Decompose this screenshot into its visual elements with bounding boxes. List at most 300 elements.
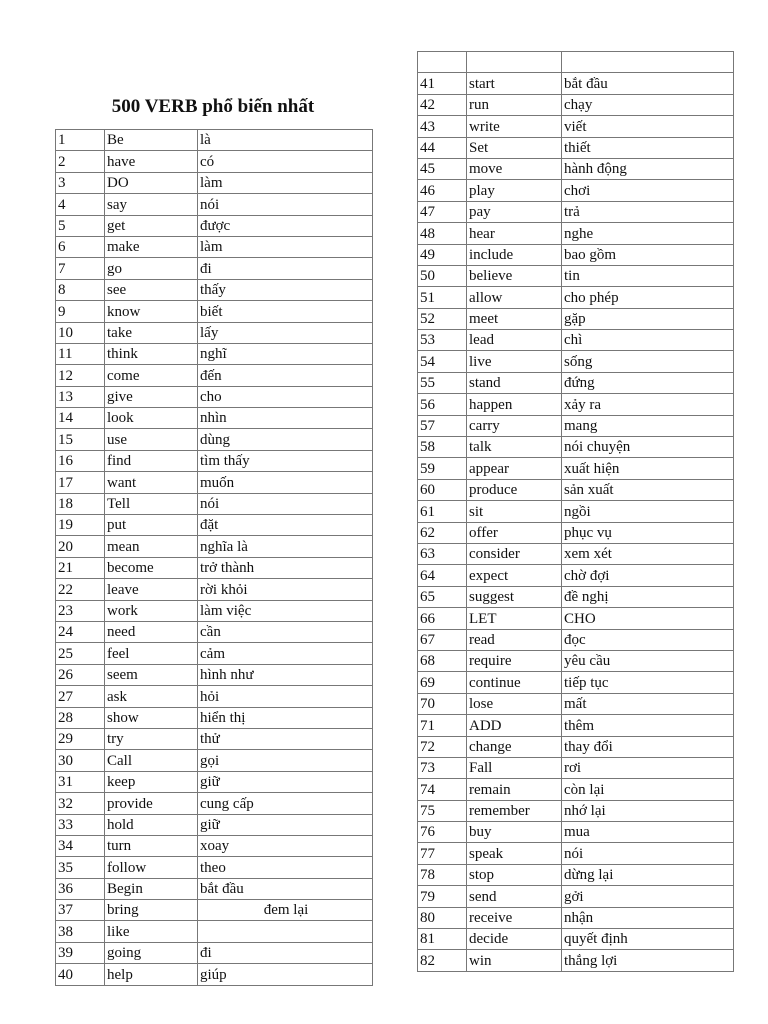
vietnamese-meaning: hiển thị [198, 707, 373, 728]
vietnamese-meaning: tìm thấy [198, 450, 373, 471]
table-row [418, 223, 734, 244]
english-verb: leave [105, 579, 198, 600]
english-verb: read [467, 629, 562, 650]
vietnamese-meaning: xảy ra [562, 394, 734, 415]
english-verb: continue [467, 672, 562, 693]
vietnamese-meaning: tin [562, 265, 734, 286]
vietnamese-meaning: hỏi [198, 686, 373, 707]
table-row [418, 287, 734, 308]
table-row [418, 52, 734, 73]
row-number: 40 [56, 964, 105, 985]
row-number: 13 [56, 386, 105, 407]
table-row [418, 736, 734, 757]
vietnamese-meaning: nghĩ [198, 343, 373, 364]
vietnamese-meaning: bắt đầu [562, 73, 734, 94]
table-row [56, 857, 373, 878]
table-row [56, 365, 373, 386]
vietnamese-meaning: giữ [198, 771, 373, 792]
english-verb: Be [105, 130, 198, 151]
vietnamese-meaning: đi [198, 258, 373, 279]
english-verb [467, 52, 562, 73]
english-verb: Tell [105, 493, 198, 514]
english-verb: offer [467, 522, 562, 543]
table-row [418, 415, 734, 436]
table-row [56, 942, 373, 963]
english-verb: speak [467, 843, 562, 864]
row-number: 79 [418, 886, 467, 907]
vietnamese-meaning: theo [198, 857, 373, 878]
english-verb: meet [467, 308, 562, 329]
vietnamese-meaning: sản xuất [562, 479, 734, 500]
english-verb: become [105, 557, 198, 578]
english-verb: appear [467, 458, 562, 479]
row-number: 54 [418, 351, 467, 372]
row-number: 58 [418, 437, 467, 458]
table-row [418, 929, 734, 950]
english-verb: run [467, 94, 562, 115]
table-row [418, 864, 734, 885]
table-row [418, 458, 734, 479]
vietnamese-meaning: bao gồm [562, 244, 734, 265]
table-row [418, 757, 734, 778]
english-verb: need [105, 621, 198, 642]
row-number: 16 [56, 450, 105, 471]
vietnamese-meaning: nhìn [198, 408, 373, 429]
vietnamese-meaning: ngồi [562, 501, 734, 522]
english-verb: sit [467, 501, 562, 522]
vietnamese-meaning: xuất hiện [562, 458, 734, 479]
row-number: 12 [56, 365, 105, 386]
row-number: 36 [56, 878, 105, 899]
row-number: 7 [56, 258, 105, 279]
table-row [56, 172, 373, 193]
vietnamese-meaning: đứng [562, 372, 734, 393]
vietnamese-meaning: làm việc [198, 600, 373, 621]
row-number: 75 [418, 800, 467, 821]
row-number: 43 [418, 116, 467, 137]
vietnamese-meaning: xoay [198, 835, 373, 856]
row-number: 49 [418, 244, 467, 265]
row-number: 18 [56, 493, 105, 514]
vietnamese-meaning: yêu cầu [562, 650, 734, 671]
vietnamese-meaning [198, 921, 373, 942]
english-verb: use [105, 429, 198, 450]
english-verb: require [467, 650, 562, 671]
row-number: 78 [418, 864, 467, 885]
table-row [418, 330, 734, 351]
english-verb: stop [467, 864, 562, 885]
vietnamese-meaning: nói [198, 194, 373, 215]
english-verb: make [105, 236, 198, 257]
english-verb: Fall [467, 757, 562, 778]
row-number: 69 [418, 672, 467, 693]
vietnamese-meaning: còn lại [562, 779, 734, 800]
row-number: 37 [56, 900, 105, 921]
english-verb: keep [105, 771, 198, 792]
english-verb: stand [467, 372, 562, 393]
row-number: 73 [418, 757, 467, 778]
vietnamese-meaning: cung cấp [198, 793, 373, 814]
table-row [418, 201, 734, 222]
english-verb: work [105, 600, 198, 621]
table-row [56, 814, 373, 835]
vietnamese-meaning: nói [562, 843, 734, 864]
vietnamese-meaning: chạy [562, 94, 734, 115]
english-verb: lose [467, 693, 562, 714]
vietnamese-meaning: trở thành [198, 557, 373, 578]
table-row [418, 886, 734, 907]
english-verb: go [105, 258, 198, 279]
row-number: 47 [418, 201, 467, 222]
table-row [418, 479, 734, 500]
table-row [56, 621, 373, 642]
english-verb: move [467, 158, 562, 179]
table-row [56, 964, 373, 985]
english-verb: expect [467, 565, 562, 586]
vietnamese-meaning: nói chuyện [562, 437, 734, 458]
english-verb: bring [105, 900, 198, 921]
row-number: 68 [418, 650, 467, 671]
row-number: 48 [418, 223, 467, 244]
english-verb: decide [467, 929, 562, 950]
row-number: 2 [56, 151, 105, 172]
table-row [56, 643, 373, 664]
english-verb: look [105, 408, 198, 429]
row-number: 27 [56, 686, 105, 707]
english-verb: suggest [467, 586, 562, 607]
vietnamese-meaning: đến [198, 365, 373, 386]
table-row [418, 907, 734, 928]
vietnamese-meaning: dùng [198, 429, 373, 450]
row-number: 17 [56, 472, 105, 493]
row-number: 52 [418, 308, 467, 329]
row-number: 59 [418, 458, 467, 479]
english-verb: allow [467, 287, 562, 308]
vietnamese-meaning: thay đổi [562, 736, 734, 757]
vietnamese-meaning: mất [562, 693, 734, 714]
row-number: 81 [418, 929, 467, 950]
table-row [418, 672, 734, 693]
table-row [418, 693, 734, 714]
row-number: 50 [418, 265, 467, 286]
table-row [56, 686, 373, 707]
table-row [418, 158, 734, 179]
row-number: 60 [418, 479, 467, 500]
table-row [418, 73, 734, 94]
vietnamese-meaning: rời khỏi [198, 579, 373, 600]
vietnamese-meaning: rơi [562, 757, 734, 778]
row-number: 30 [56, 750, 105, 771]
row-number: 57 [418, 415, 467, 436]
table-row [418, 437, 734, 458]
row-number: 70 [418, 693, 467, 714]
vietnamese-meaning: giữ [198, 814, 373, 835]
vietnamese-meaning: đọc [562, 629, 734, 650]
table-row [418, 308, 734, 329]
row-number: 65 [418, 586, 467, 607]
row-number: 11 [56, 343, 105, 364]
english-verb: think [105, 343, 198, 364]
english-verb: happen [467, 394, 562, 415]
row-number: 34 [56, 835, 105, 856]
vietnamese-meaning: thử [198, 728, 373, 749]
english-verb: remember [467, 800, 562, 821]
row-number: 38 [56, 921, 105, 942]
vietnamese-meaning: nghe [562, 223, 734, 244]
english-verb: LET [467, 608, 562, 629]
vietnamese-meaning: bắt đầu [198, 878, 373, 899]
vietnamese-meaning: thấy [198, 279, 373, 300]
table-row [418, 822, 734, 843]
vietnamese-meaning: thêm [562, 715, 734, 736]
vietnamese-meaning: dừng lại [562, 864, 734, 885]
table-row [418, 629, 734, 650]
table-row [418, 265, 734, 286]
vietnamese-meaning: nói [198, 493, 373, 514]
row-number: 28 [56, 707, 105, 728]
row-number: 63 [418, 543, 467, 564]
vietnamese-meaning: gởi [562, 886, 734, 907]
vietnamese-meaning: chờ đợi [562, 565, 734, 586]
row-number: 29 [56, 728, 105, 749]
english-verb: take [105, 322, 198, 343]
english-verb: going [105, 942, 198, 963]
english-verb: want [105, 472, 198, 493]
vietnamese-meaning: mua [562, 822, 734, 843]
row-number: 6 [56, 236, 105, 257]
english-verb: buy [467, 822, 562, 843]
table-row [56, 728, 373, 749]
english-verb: change [467, 736, 562, 757]
table-row [56, 194, 373, 215]
table-row [418, 137, 734, 158]
table-row [56, 258, 373, 279]
english-verb: send [467, 886, 562, 907]
row-number: 66 [418, 608, 467, 629]
vietnamese-meaning: nhớ lại [562, 800, 734, 821]
vietnamese-meaning: viết [562, 116, 734, 137]
table-row [418, 608, 734, 629]
table-row [418, 244, 734, 265]
english-verb: turn [105, 835, 198, 856]
english-verb: lead [467, 330, 562, 351]
row-number: 19 [56, 515, 105, 536]
table-row [56, 493, 373, 514]
row-number: 46 [418, 180, 467, 201]
row-number: 64 [418, 565, 467, 586]
vietnamese-meaning: thiết [562, 137, 734, 158]
vietnamese-meaning: sống [562, 351, 734, 372]
english-verb: put [105, 515, 198, 536]
english-verb: know [105, 301, 198, 322]
row-number: 9 [56, 301, 105, 322]
english-verb: produce [467, 479, 562, 500]
vietnamese-meaning: nghĩa là [198, 536, 373, 557]
english-verb: carry [467, 415, 562, 436]
english-verb: Set [467, 137, 562, 158]
english-verb: include [467, 244, 562, 265]
english-verb: receive [467, 907, 562, 928]
vietnamese-meaning: quyết định [562, 929, 734, 950]
vietnamese-meaning: trả [562, 201, 734, 222]
verb-table-left [55, 129, 373, 986]
english-verb: DO [105, 172, 198, 193]
table-row [56, 900, 373, 921]
english-verb: feel [105, 643, 198, 664]
vietnamese-meaning: biết [198, 301, 373, 322]
table-row [56, 301, 373, 322]
english-verb: consider [467, 543, 562, 564]
vietnamese-meaning: được [198, 215, 373, 236]
vietnamese-meaning: đi [198, 942, 373, 963]
vietnamese-meaning: cần [198, 621, 373, 642]
table-row [56, 835, 373, 856]
vietnamese-meaning: chì [562, 330, 734, 351]
table-row [418, 950, 734, 971]
english-verb: see [105, 279, 198, 300]
row-number: 80 [418, 907, 467, 928]
table-row [56, 878, 373, 899]
table-row [418, 522, 734, 543]
table-row [418, 650, 734, 671]
row-number: 4 [56, 194, 105, 215]
table-row [56, 408, 373, 429]
english-verb: play [467, 180, 562, 201]
row-number: 26 [56, 664, 105, 685]
vietnamese-meaning: cảm [198, 643, 373, 664]
english-verb: get [105, 215, 198, 236]
vietnamese-meaning: gặp [562, 308, 734, 329]
english-verb: Begin [105, 878, 198, 899]
vietnamese-meaning: cho phép [562, 287, 734, 308]
english-verb: believe [467, 265, 562, 286]
table-row [418, 543, 734, 564]
english-verb: seem [105, 664, 198, 685]
row-number: 67 [418, 629, 467, 650]
row-number: 25 [56, 643, 105, 664]
row-number: 41 [418, 73, 467, 94]
vietnamese-meaning: lấy [198, 322, 373, 343]
table-row [418, 351, 734, 372]
english-verb: start [467, 73, 562, 94]
english-verb: mean [105, 536, 198, 557]
english-verb: live [467, 351, 562, 372]
vietnamese-meaning: hành động [562, 158, 734, 179]
row-number: 24 [56, 621, 105, 642]
table-row [56, 600, 373, 621]
row-number: 56 [418, 394, 467, 415]
row-number: 20 [56, 536, 105, 557]
english-verb: find [105, 450, 198, 471]
row-number: 14 [56, 408, 105, 429]
vietnamese-meaning: mang [562, 415, 734, 436]
table-row [56, 450, 373, 471]
row-number: 31 [56, 771, 105, 792]
row-number: 44 [418, 137, 467, 158]
table-row [56, 771, 373, 792]
table-row [418, 372, 734, 393]
row-number: 62 [418, 522, 467, 543]
table-row [418, 501, 734, 522]
english-verb: talk [467, 437, 562, 458]
english-verb: give [105, 386, 198, 407]
table-row [56, 386, 373, 407]
row-number: 53 [418, 330, 467, 351]
english-verb: follow [105, 857, 198, 878]
table-row [56, 664, 373, 685]
table-row [56, 793, 373, 814]
table-row [56, 515, 373, 536]
table-row [56, 236, 373, 257]
english-verb: ADD [467, 715, 562, 736]
vietnamese-meaning: muốn [198, 472, 373, 493]
table-row [418, 586, 734, 607]
table-row [56, 472, 373, 493]
row-number: 35 [56, 857, 105, 878]
row-number: 71 [418, 715, 467, 736]
vietnamese-meaning: xem xét [562, 543, 734, 564]
row-number: 45 [418, 158, 467, 179]
row-number: 61 [418, 501, 467, 522]
vietnamese-meaning: cho [198, 386, 373, 407]
row-number: 3 [56, 172, 105, 193]
english-verb: Call [105, 750, 198, 771]
table-row [418, 394, 734, 415]
row-number: 55 [418, 372, 467, 393]
document-title: 500 VERB phổ biến nhất [111, 96, 315, 117]
vietnamese-meaning: hình như [198, 664, 373, 685]
vietnamese-meaning: làm [198, 236, 373, 257]
table-row [56, 921, 373, 942]
vietnamese-meaning: có [198, 151, 373, 172]
row-number: 15 [56, 429, 105, 450]
row-number: 42 [418, 94, 467, 115]
row-number: 33 [56, 814, 105, 835]
row-number: 72 [418, 736, 467, 757]
english-verb: have [105, 151, 198, 172]
vietnamese-meaning: giúp [198, 964, 373, 985]
english-verb: like [105, 921, 198, 942]
english-verb: hear [467, 223, 562, 244]
table-row [418, 180, 734, 201]
row-number: 76 [418, 822, 467, 843]
vietnamese-meaning: tiếp tục [562, 672, 734, 693]
row-number: 5 [56, 215, 105, 236]
table-row [418, 116, 734, 137]
vietnamese-meaning [562, 52, 734, 73]
english-verb: help [105, 964, 198, 985]
row-number: 51 [418, 287, 467, 308]
table-row [56, 750, 373, 771]
table-row [56, 429, 373, 450]
english-verb: show [105, 707, 198, 728]
vietnamese-meaning: là [198, 130, 373, 151]
english-verb: say [105, 194, 198, 215]
english-verb: write [467, 116, 562, 137]
vietnamese-meaning: thắng lợi [562, 950, 734, 971]
english-verb: pay [467, 201, 562, 222]
row-number: 77 [418, 843, 467, 864]
table-row [56, 279, 373, 300]
row-number: 82 [418, 950, 467, 971]
table-row [418, 843, 734, 864]
verb-table-right [417, 51, 734, 972]
table-row [418, 94, 734, 115]
table-row [418, 715, 734, 736]
row-number: 23 [56, 600, 105, 621]
english-verb: hold [105, 814, 198, 835]
vietnamese-meaning: đặt [198, 515, 373, 536]
